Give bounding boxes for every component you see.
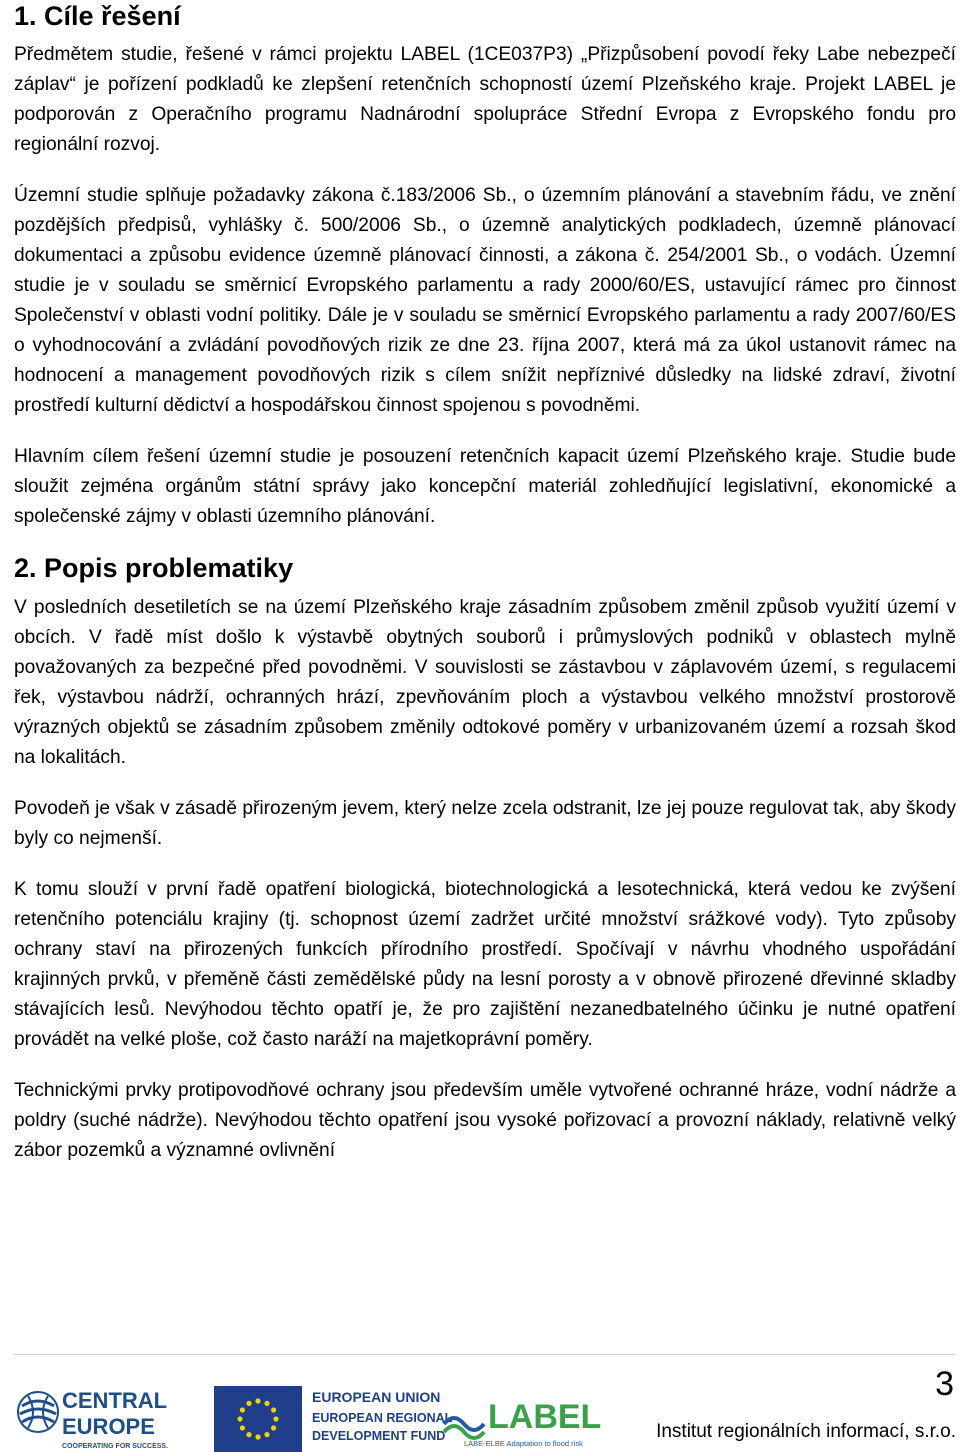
eu-line2: EUROPEAN REGIONAL (312, 1411, 453, 1425)
section-heading-goals: 1. Cíle řešení (14, 1, 181, 31)
eu-line1: EUROPEAN UNION (312, 1389, 441, 1405)
page-footer (0, 1328, 960, 1452)
paragraph: Předmětem studie, řešené v rámci projektu LABEL (1CE037P3) „Přizpůsobení povodí řeky Labe nebezpečí záplav“ je pořízení podkladů ke zlepšení retenčních schopností území Plzeňského kraje. Projekt LABEL je podporován z Operačního programu Nadnárodní spolupráce Střední Evropa z Evropského fondu pro regionální rozvoj. (14, 44, 956, 155)
institute-name: Institut regionálních informací, s.r.o. (656, 1421, 956, 1442)
paragraph: Územní studie splňuje požadavky zákona č.183/2006 Sb., o územním plánování a stavebním řádu, ve znění pozdějších předpisů, vyhlášky č. 500/2006 Sb., o územně analytických podkladech, územně plánovací dokumentaci a způsobu evidence územně plánovací činnosti, a zákona č. 254/2001 Sb., o vodách. Územní studie je v souladu se směrnicí Evropského parlamentu a rady 2000/60/ES, ustavující rámec pro činnost Společenství v oblasti vodní politiky. Dále je v souladu se směrnicí Evropského parlamentu a rady 2007/60/ES o vyhodnocování a zvládání povodňových rizik ze dne 23. října 2007, která má za úkol ustanovit rámec na hodnocení a management povodňových rizik s cílem snížit nepříznivé důsledky na lidské zdraví, životní prostředí kulturní dědictví a hospodářskou činnost spojenou s povodněmi. (14, 185, 956, 416)
central-europe-tagline: COOPERATING FOR SUCCESS. (62, 1443, 169, 1450)
central-europe-logo (14, 1372, 200, 1452)
eu-flag-icon (214, 1386, 302, 1452)
globe-icon (18, 1392, 58, 1432)
paragraph: Technickými prvky protipovodňové ochrany jsou především uměle vytvořené ochranné hráze, vodní nádrže a poldry (suché nádrže). Nevýhodou těchto opatření jsou vysoké pořizovací a provozní náklady, relativně velký zábor pozemků a významné ovlivnění (14, 1080, 956, 1161)
paragraph: K tomu slouží v první řadě opatření biologická, biotechnologická a lesotechnická, která vedou ke zvýšení retenčního potenciálu krajiny (tj. schopnost území zadržet určité množství srážkové vody). Tyto způsoby ochrany staví na přirozených funkcích přírodního prostředí. Spočívají v návrhu vhodného uspořádání krajinných prvků, v přeměně části zemědělské půdy na lesní porosty a v obnově přirozené dřevinné skladby stávajících lesů. Nevýhodou těchto opatří je, že pro zajištění nezanedbatelného účinku je nutné opatření provádět na velké ploše, což často naráží na majetkoprávní poměry. (14, 879, 956, 1050)
central-europe-line1: CENTRAL (62, 1388, 168, 1413)
erdf-logo (312, 1386, 453, 1452)
central-europe-line2: EUROPE (62, 1414, 155, 1439)
paragraph: V posledních desetiletích se na území Plzeňského kraje zásadním způsobem změnil způsob využití území v obcích. V řadě míst došlo k výstavbě obytných souborů i průmyslových podniků v oblastech mylně považovaných za bezpečné před povodněmi. V souvislosti se zástavbou v záplavovém území, s regulacemi řek, výstavbou nádrží, ochranných hrází, zpevňováním ploch a výstavbou velkého množství prostorově výrazných objektů se zásadním způsobem změnily odtokové poměry v urbanizovaném území a rozsah škod na lokalitách. (14, 597, 956, 768)
footer-divider (14, 1354, 956, 1355)
label-tagline: LABE-ELBE Adaptation to flood risk (464, 1439, 583, 1448)
section-heading-problem: 2. Popis problematiky (14, 553, 294, 583)
document-page (14, 0, 956, 1166)
label-name: LABEL (488, 1398, 602, 1436)
page-number: 3 (935, 1365, 954, 1403)
paragraph: Povodeň je však v zásadě přirozeným jevem, který nelze zcela odstranit, lze jej pouze regulovat tak, aby škody byly co nejmenší. (14, 798, 956, 849)
wave-icon (444, 1418, 484, 1438)
eu-line3: DEVELOPMENT FUND (312, 1429, 446, 1443)
label-project-logo (442, 1384, 610, 1452)
paragraph: Hlavním cílem řešení územní studie je posouzení retenčních kapacit území Plzeňského kraje. Studie bude sloužit zejména orgánům státní správy jako koncepční materiál zohledňující legislativní, ekonomické a společenské zájmy v oblasti územního plánování. (14, 446, 956, 527)
